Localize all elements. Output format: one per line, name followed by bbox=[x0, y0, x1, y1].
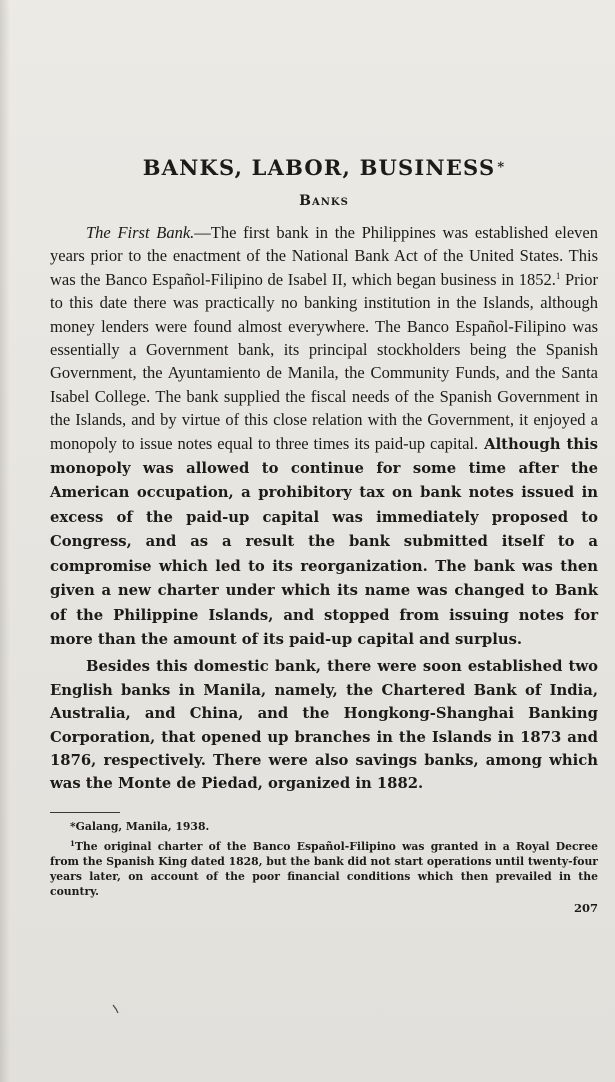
footnote-1 bbox=[50, 839, 598, 899]
footnote-reference: 1 bbox=[555, 270, 561, 281]
paragraph-lead-in: The First Bank. bbox=[86, 223, 195, 242]
paragraph-first-bank bbox=[50, 221, 598, 651]
footnote-divider bbox=[50, 812, 120, 813]
paragraph-text: —The first bank in the Philippines was established eleven years prior to the enactment of the National Bank Act of the United States. This was the Banco Español-Filipino de Isabel II, which began business in 1852. bbox=[50, 223, 598, 289]
paragraph-text-bold: Although this monopoly was allowed to continue for some time after the American occupation, a prohibitory tax on bank notes issued in excess of the paid-up capital was immediately proposed to Congress, and as a result the bank submitted itself to a compromise which led to its reorganization. The bank was then given a new charter under which its name was changed to Bank of the Philippine Islands, and stopped from issuing notes for more than the amount of its paid-up capital and surplus. bbox=[50, 435, 598, 648]
chapter-title bbox=[50, 155, 598, 181]
footnote-1-text: The original charter of the Banco Español-Filipino was granted in a Royal Decree from the Spanish King dated 1828, but the bank did not start operations until twenty-four years later, on account of the poor financial conditions which then prevailed in the country. bbox=[50, 839, 598, 898]
chapter-title-text: BANKS, LABOR, BUSINESS bbox=[142, 155, 496, 180]
footnote-1-mark: 1 bbox=[70, 838, 75, 848]
page-content bbox=[50, 155, 598, 915]
footnote-star-mark: * bbox=[70, 819, 76, 833]
footnote-star-text: Galang, Manila, 1938. bbox=[75, 819, 210, 833]
footnote-star bbox=[50, 819, 598, 834]
page-number: 207 bbox=[573, 900, 598, 915]
section-heading: Banks bbox=[299, 193, 349, 209]
paragraph-text-continued: Prior to this date there was practically no banking institution in the Islands, although money lenders were found almost everywhere. The Banco Español-Filipino was essentially a Government bank, its principal stockholders being the Spanish Government, the Ayuntamiento de Manila, the Community Funds, and the Santa Isabel College. The bank supplied the fiscal needs of the Spanish Government in the Islands, and by virtue of this close relation with the Government, it enjoyed a monopoly to issue notes equal to three times its paid-up capital. bbox=[50, 269, 599, 453]
paper-speck bbox=[112, 1004, 120, 1014]
paragraph-other-banks: Besides this domestic bank, there were soon established two English banks in Manila, namely, the Chartered Bank of India, Australia, and China, and the Hongkong-Shanghai Banking Corporation, that opened up branches in the Islands in 1873 and 1876, respectively. There were also savings banks, among which was the Monte de Piedad, organized in 1882. bbox=[50, 658, 598, 793]
page-edge-shadow bbox=[0, 0, 10, 1082]
chapter-title-footnote-mark: * bbox=[497, 160, 506, 175]
